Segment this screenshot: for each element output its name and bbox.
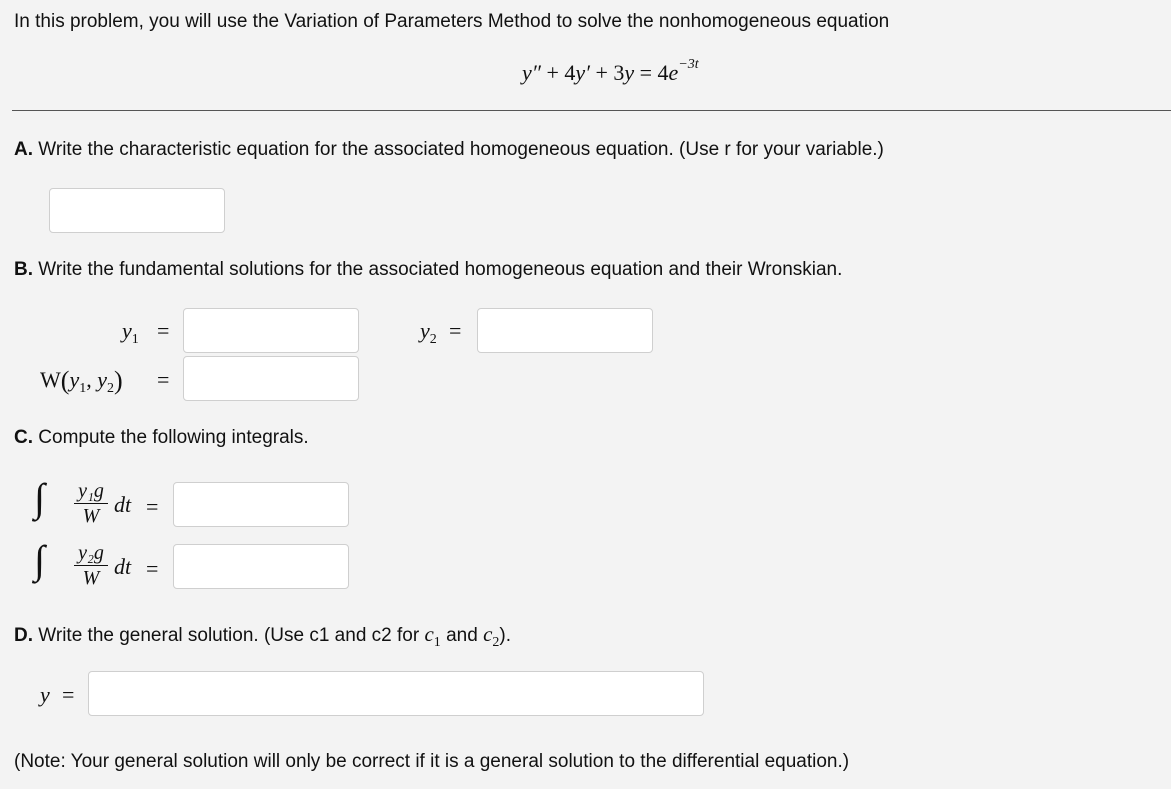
- part-b-prompt: B. Write the fundamental solutions for the associated homogeneous equation and their Wronskian.: [14, 259, 843, 280]
- integral-1-denominator: W: [82, 505, 100, 527]
- integral-2-input[interactable]: [173, 544, 349, 589]
- integral-1-fraction: [74, 480, 108, 527]
- integral-sign-2: ∫: [34, 537, 45, 582]
- wronskian-input[interactable]: [183, 356, 359, 401]
- y1-equals: =: [157, 318, 170, 343]
- y1-input[interactable]: [183, 308, 359, 353]
- y1-label: $y_1$: [122, 318, 139, 347]
- integral-2-fraction: [74, 542, 108, 589]
- integral-2-numerator: y₂g: [78, 542, 104, 564]
- wronskian-label: $W(y_1$, $y_2$): [40, 366, 123, 396]
- integral-1-input[interactable]: [173, 482, 349, 527]
- intro-text: In this problem, you will use the Variation of Parameters Method to solve the nonhomogeneous equation: [14, 11, 890, 32]
- part-c-prompt: C. Compute the following integrals.: [14, 427, 309, 448]
- y2-label: $y_2$: [420, 318, 437, 347]
- separator-line: [12, 110, 1171, 111]
- note-text: (Note: Your general solution will only be correct if it is a general solution to the differential equation.): [14, 751, 850, 772]
- integral-2-dt: dt: [114, 554, 132, 579]
- characteristic-equation-input[interactable]: [49, 188, 225, 233]
- general-solution-y: y: [40, 682, 50, 707]
- main-equation: $y'' + 4y' + 3y = 4e^{-3t}$: [522, 57, 699, 85]
- y2-input[interactable]: [477, 308, 653, 353]
- integral-2-denominator: W: [82, 567, 100, 589]
- integral-1-numerator: y₁g: [78, 480, 104, 502]
- part-d-prompt: D. Write the general solution. (Use c1 and c2 for $c_1$ and $c_2$).: [14, 622, 511, 650]
- integral-1-equals: =: [146, 494, 159, 519]
- integral-sign-1: ∫: [34, 475, 45, 520]
- wronskian-equals: =: [157, 367, 170, 392]
- integral-1-dt: dt: [114, 492, 132, 517]
- part-a-prompt: A. Write the characteristic equation for the associated homogeneous equation. (Use r for your variable.): [14, 139, 884, 160]
- y2-equals: =: [449, 318, 462, 343]
- general-solution-input[interactable]: [88, 671, 704, 716]
- integral-2-equals: =: [146, 556, 159, 581]
- general-solution-equals: =: [62, 682, 75, 707]
